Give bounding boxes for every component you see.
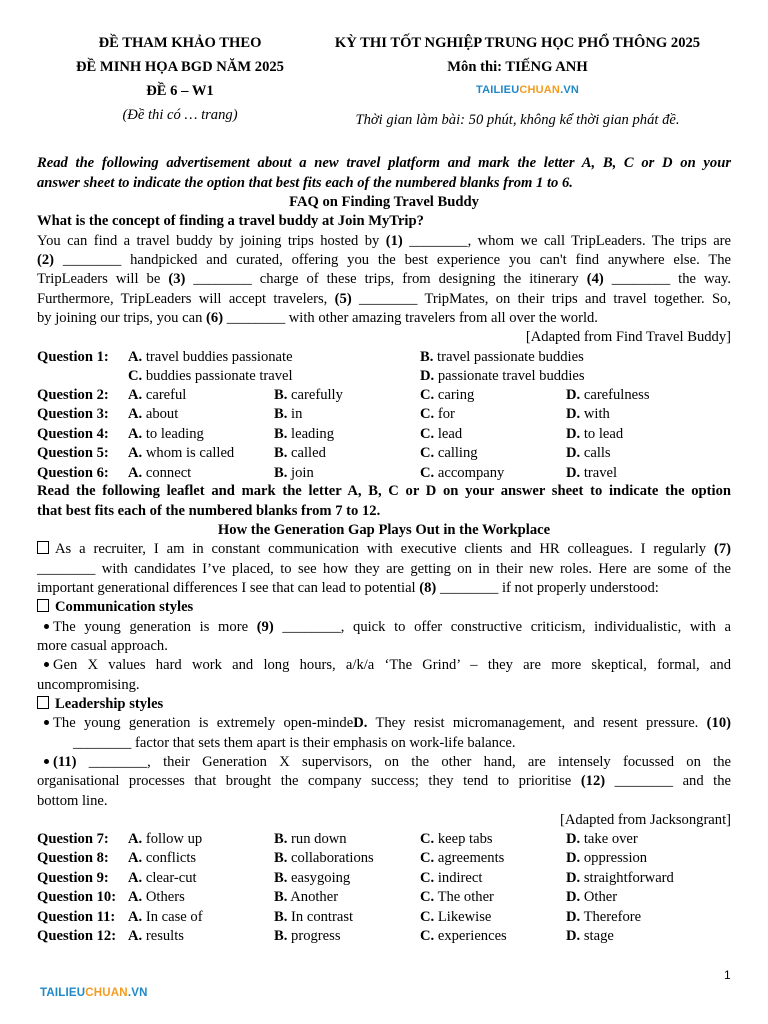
header-exam-name: KỲ THI TỐT NGHIỆP TRUNG HỌC PHỔ THÔNG 2025 — [334, 35, 701, 51]
option-b[interactable]: B. travel passionate buddies — [420, 349, 584, 365]
option-a[interactable]: A. clear-cut — [128, 869, 197, 886]
option-d[interactable]: D. passionate travel buddies — [420, 368, 585, 384]
option-a[interactable]: A. to leading — [128, 425, 204, 442]
option-b[interactable]: B. run down — [274, 831, 347, 847]
text: Communication styles — [55, 599, 194, 615]
option-d[interactable]: D. stage — [566, 928, 614, 944]
option-a[interactable]: A. conflicts — [128, 850, 197, 867]
bullet-icon — [44, 624, 49, 629]
option-b[interactable]: B. called — [274, 445, 326, 462]
blank-number: (10) — [706, 715, 731, 731]
option-d[interactable]: D. oppression — [566, 850, 648, 867]
option-d[interactable]: D. carefulness — [566, 387, 650, 403]
logo-part-2: CHUAN — [519, 84, 561, 96]
logo-part-1: TAILIEU — [40, 987, 86, 999]
section1-question-heading: What is the concept of finding a travel buddy at Join MyTrip? — [37, 213, 424, 229]
section1-instruction-line1: Read the following advertisement about a new travel platform and mark the letter A, B, C or D on your — [37, 155, 731, 171]
header-subject: Môn thi: TIẾNG ANH — [447, 59, 588, 75]
section1-instruction-line2: answer sheet to indicate the option that best fits each of the numbered blanks from 1 to 6. — [37, 175, 573, 191]
passage1-line4 — [37, 290, 731, 309]
passage2-line1 — [37, 540, 731, 559]
blank-number: (3) — [168, 271, 186, 287]
question-row — [37, 444, 737, 463]
text: ________ if not properly understood: — [439, 580, 659, 596]
page-number: 1 — [724, 968, 731, 982]
option-c[interactable]: C. lead — [420, 425, 463, 442]
logo-part-2: CHUAN — [85, 987, 128, 999]
passage2-line2: ________ with candidates I’ve placed, to see how they are getting on in their new roles. Here are some of the — [37, 561, 731, 577]
question-label: Question 5: — [37, 445, 109, 462]
blank-number: (6) — [206, 310, 224, 326]
text: ________, quick to offer constructive criticism, individualistic, with a — [282, 619, 731, 635]
question-row — [37, 425, 737, 444]
option-d[interactable]: D. travel — [566, 464, 618, 481]
logo-part-1: TAILIEU — [476, 84, 520, 96]
option-d[interactable]: D. Other — [566, 889, 618, 906]
question-row — [37, 830, 737, 849]
bullet2-line1 — [37, 656, 731, 675]
question-label: Question 1: — [37, 349, 109, 365]
option-c[interactable]: C. keep tabs — [420, 831, 493, 847]
question-row — [37, 888, 737, 907]
blank-number: (12) — [580, 773, 606, 789]
question-label: Question 10: — [37, 889, 117, 906]
option-c[interactable]: C. agreements — [420, 850, 505, 867]
text: important generational differences I see that can lead to potential — [37, 580, 416, 596]
header-time-limit: Thời gian làm bài: 50 phút, không kể thời gian phát đề. — [355, 112, 680, 128]
option-c[interactable]: C. indirect — [420, 869, 483, 886]
text: ________ with other amazing travelers from all over the world. — [226, 310, 598, 326]
bullet-icon — [44, 759, 49, 764]
option-a[interactable]: A. travel buddies passionate — [128, 349, 293, 365]
section2-source: [Adapted from Jacksongrant] — [559, 812, 731, 828]
header-page-count: (Đề thi có … trang) — [122, 107, 238, 123]
section1-title: FAQ on Finding Travel Buddy — [289, 194, 479, 210]
checkbox-icon — [37, 599, 49, 612]
passage1-line5 — [37, 309, 598, 328]
option-a[interactable]: A. careful — [128, 387, 187, 403]
question-row-continued — [37, 367, 737, 386]
section2-instruction-line1: Read the following leaflet and mark the letter A, B, C or D on your answer sheet to indicate the option — [37, 483, 731, 499]
text: ________ handpicked and curated, offering you the best experience you can't find anywhere else. The — [62, 252, 732, 268]
question-label: Question 4: — [37, 425, 109, 442]
blank-number: (8) — [419, 580, 437, 596]
option-c[interactable]: C. Likewise — [420, 908, 492, 925]
bullet3-line1 — [37, 714, 731, 733]
question-label: Question 8: — [37, 850, 109, 867]
bullet4-line3: bottom line. — [37, 793, 108, 809]
option-d[interactable]: D. to lead — [566, 425, 624, 442]
text: As a recruiter, I am in constant communication with executive clients and HR colleagues. I regularly — [55, 541, 707, 557]
passage1-line1 — [37, 232, 731, 251]
blank-number: (11) — [53, 754, 77, 770]
question-row — [37, 386, 737, 405]
question-label: Question 6: — [37, 464, 109, 481]
question-label: Question 12: — [37, 928, 117, 944]
question-row — [37, 464, 737, 483]
blank-number: (9) — [256, 619, 274, 635]
text: You can find a travel buddy by joining trips hosted by — [37, 233, 380, 249]
option-b[interactable]: B. In contrast — [274, 908, 354, 925]
heading-communication-styles — [37, 598, 193, 617]
option-b[interactable]: B. join — [274, 464, 314, 481]
blank-number: (5) — [334, 291, 352, 307]
blank-number: (1) — [385, 233, 403, 249]
question-label: Question 9: — [37, 869, 109, 886]
option-c[interactable]: C. for — [420, 406, 455, 423]
question-row — [37, 908, 737, 927]
text: organisational processes that brought the company success; they tend to prioritise — [37, 773, 572, 789]
header-left-subtitle: ĐỀ MINH HỌA BGD NĂM 2025 — [76, 59, 284, 75]
logo-part-3: .VN — [127, 987, 148, 999]
text: Furthermore, TripLeaders will accept travelers, — [37, 291, 328, 307]
section1-source: [Adapted from Find Travel Buddy] — [525, 329, 731, 345]
question-row — [37, 348, 737, 367]
header-left-title: ĐỀ THAM KHẢO THEO — [98, 35, 262, 51]
option-d[interactable]: D. straightforward — [566, 869, 674, 886]
section2-instruction-line2: that best fits each of the numbered blanks from 7 to 12. — [37, 503, 381, 519]
header-logo — [476, 84, 579, 96]
option-a[interactable]: A. results — [128, 928, 184, 944]
option-a[interactable]: A. connect — [128, 464, 192, 481]
text: by joining our trips, you can — [37, 310, 203, 326]
question-label: Question 3: — [37, 406, 109, 423]
bullet-icon — [44, 720, 49, 725]
option-a[interactable]: A. In case of — [128, 908, 203, 925]
header-exam-code: ĐỀ 6 – W1 — [146, 83, 214, 99]
option-c[interactable]: C. buddies passionate travel — [128, 368, 293, 384]
text: ________, whom we call TripLeaders. The trips are — [409, 233, 732, 249]
question-label: Question 2: — [37, 387, 109, 403]
bullet4-line2 — [37, 772, 731, 791]
text: ________ TripMates, on their trips and travel together. So, — [359, 291, 732, 307]
option-a[interactable]: A. about — [128, 406, 179, 423]
footer-logo — [40, 987, 148, 999]
option-b[interactable]: B. Another — [274, 889, 339, 906]
question-row — [37, 405, 737, 424]
text: The young generation is more — [53, 619, 249, 635]
option-d[interactable]: D. with — [566, 406, 610, 423]
passage1-line3 — [37, 270, 731, 289]
option-d[interactable]: D. calls — [566, 445, 611, 462]
text: ________ and the — [614, 773, 731, 789]
option-b[interactable]: B. in — [274, 406, 303, 423]
option-b[interactable]: B. leading — [274, 425, 335, 442]
question-row — [37, 927, 737, 946]
checkbox-icon — [37, 696, 49, 709]
bullet3-line2: ________ factor that sets them apart is their emphasis on work-life balance. — [73, 735, 516, 751]
passage1-line2 — [37, 251, 731, 270]
blank-number: (2) — [37, 252, 55, 268]
question-row — [37, 869, 737, 888]
option-d[interactable]: D. take over — [566, 831, 638, 847]
passage2-line3 — [37, 579, 659, 598]
option-a[interactable]: A. whom is called — [128, 445, 235, 462]
option-d[interactable]: D. Therefore — [566, 908, 642, 925]
blank-number: (7) — [713, 541, 731, 557]
bullet4-line1 — [37, 753, 731, 772]
text: Gen X values hard work and long hours, a/k/a ‘The Grind’ – they are more skeptical, formal, and — [53, 657, 731, 673]
option-c[interactable]: C. The other — [420, 889, 494, 906]
text: The young generation is extremely open-minde — [53, 715, 354, 731]
heading-leadership-styles — [37, 695, 163, 714]
bullet1-line1 — [37, 618, 731, 637]
option-c[interactable]: C. experiences — [420, 928, 507, 944]
logo-part-3: .VN — [560, 84, 580, 96]
option-b[interactable]: B. easygoing — [274, 869, 351, 886]
bullet1-line2: more casual approach. — [37, 638, 168, 654]
text: ________ the way. — [611, 271, 732, 287]
section2-title: How the Generation Gap Plays Out in the Workplace — [217, 522, 551, 538]
option-b[interactable]: B. carefully — [274, 387, 343, 403]
blank-number: (4) — [586, 271, 604, 287]
option-b[interactable]: B. collaborations — [274, 850, 374, 867]
text: They resist micromanagement, and resent pressure. — [375, 715, 699, 731]
text: ________, their Generation X supervisors, on the other hand, are intensely focussed on the — [88, 754, 731, 770]
question-label: Question 11: — [37, 908, 116, 925]
bullet-icon — [44, 662, 49, 667]
option-b[interactable]: B. progress — [274, 928, 341, 944]
question-label: Question 7: — [37, 831, 109, 847]
text: ________ charge of these trips, from designing the itinerary — [193, 271, 579, 287]
option-c[interactable]: C. calling — [420, 445, 478, 462]
text: TripLeaders will be — [37, 271, 161, 287]
checkbox-icon — [37, 541, 49, 554]
text: Leadership styles — [55, 696, 164, 712]
option-c[interactable]: C. accompany — [420, 464, 505, 481]
bullet2-line2: uncompromising. — [37, 677, 140, 693]
text: D. — [353, 715, 368, 731]
option-a[interactable]: A. Others — [128, 889, 185, 906]
question-row — [37, 849, 737, 868]
option-a[interactable]: A. follow up — [128, 831, 203, 847]
option-c[interactable]: C. caring — [420, 387, 475, 403]
